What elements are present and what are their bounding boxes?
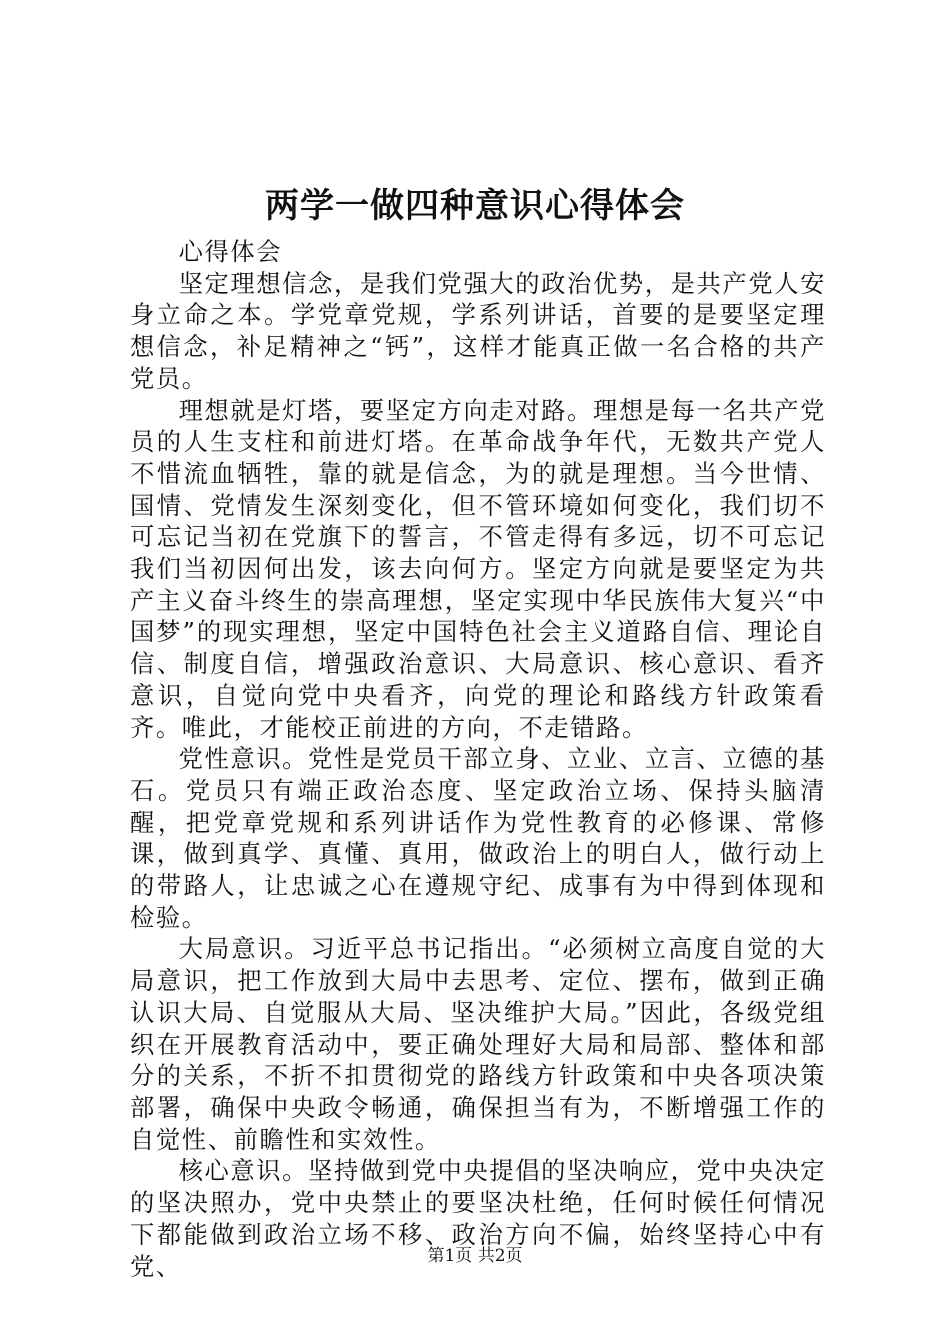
paragraph: 坚定理想信念，是我们党强大的政治优势，是共产党人安身立命之本。学党章党规，学系列讲话，首要的是要坚定理想信念，补足精神之“钙”，这样才能真正做一名合格的共产党员。 — [130, 268, 827, 393]
document-title: 两学一做四种意识心得体会 — [265, 186, 685, 226]
paragraph: 党性意识。党性是党员干部立身、立业、立言、立德的基石。党员只有端正政治态度、坚定政治立场、保持头脑清醒，把党章党规和系列讲话作为党性教育的必修课、常修课，做到真学、真懂、真用，做政治上的明白人，做行动上的带路人，让忠诚之心在遵规守纪、成事有为中得到体现和检验。 — [130, 744, 827, 932]
document-body — [130, 236, 826, 1282]
page-number-footer: 第1页 共2页 — [427, 1246, 523, 1266]
paragraph: 理想就是灯塔，要坚定方向走对路。理想是每一名共产党员的人生支柱和前进灯塔。在革命战争年代，无数共产党人不惜流血牺牲，靠的就是信念，为的就是理想。当今世情、国情、党情发生深刻变化，但不管环境如何变化，我们切不可忘记当初在党旗下的誓言，不管走得有多远，切不可忘记我们当初因何出发，该去向何方。坚定方向就是要坚定为共产主义奋斗终生的崇高理想，坚定实现中华民族伟大复兴“中国梦”的现实理想，坚定中国特色社会主义道路自信、理论自信、制度自信，增强政治意识、大局意识、核心意识、看齐意识，自觉向党中央看齐，向党的理论和路线方针政策看齐。唯此，才能校正前进的方向，不走错路。 — [130, 395, 827, 742]
paragraph-heading: 心得体会 — [178, 237, 283, 266]
paragraph: 大局意识。习近平总书记指出。“必须树立高度自觉的大局意识，把工作放到大局中去思考、定位、摆布，做到正确认识大局、自觉服从大局、坚决维护大局。”因此，各级党组织在开展教育活动中，要正确处理好大局和局部、整体和部分的关系，不折不扣贯彻党的路线方针政策和中央各项决策部署，确保中央政令畅通，确保担当有为，不断增强工作的自觉性、前瞻性和实效性。 — [130, 934, 826, 1154]
paragraph: 核心意识。坚持做到党中央提倡的坚决响应，党中央决定的坚决照办，党中央禁止的要坚决杜绝，任何时候任何情况下都能做到政治立场不移、政治方向不偏，始终坚持心中有党、 — [130, 1156, 827, 1281]
